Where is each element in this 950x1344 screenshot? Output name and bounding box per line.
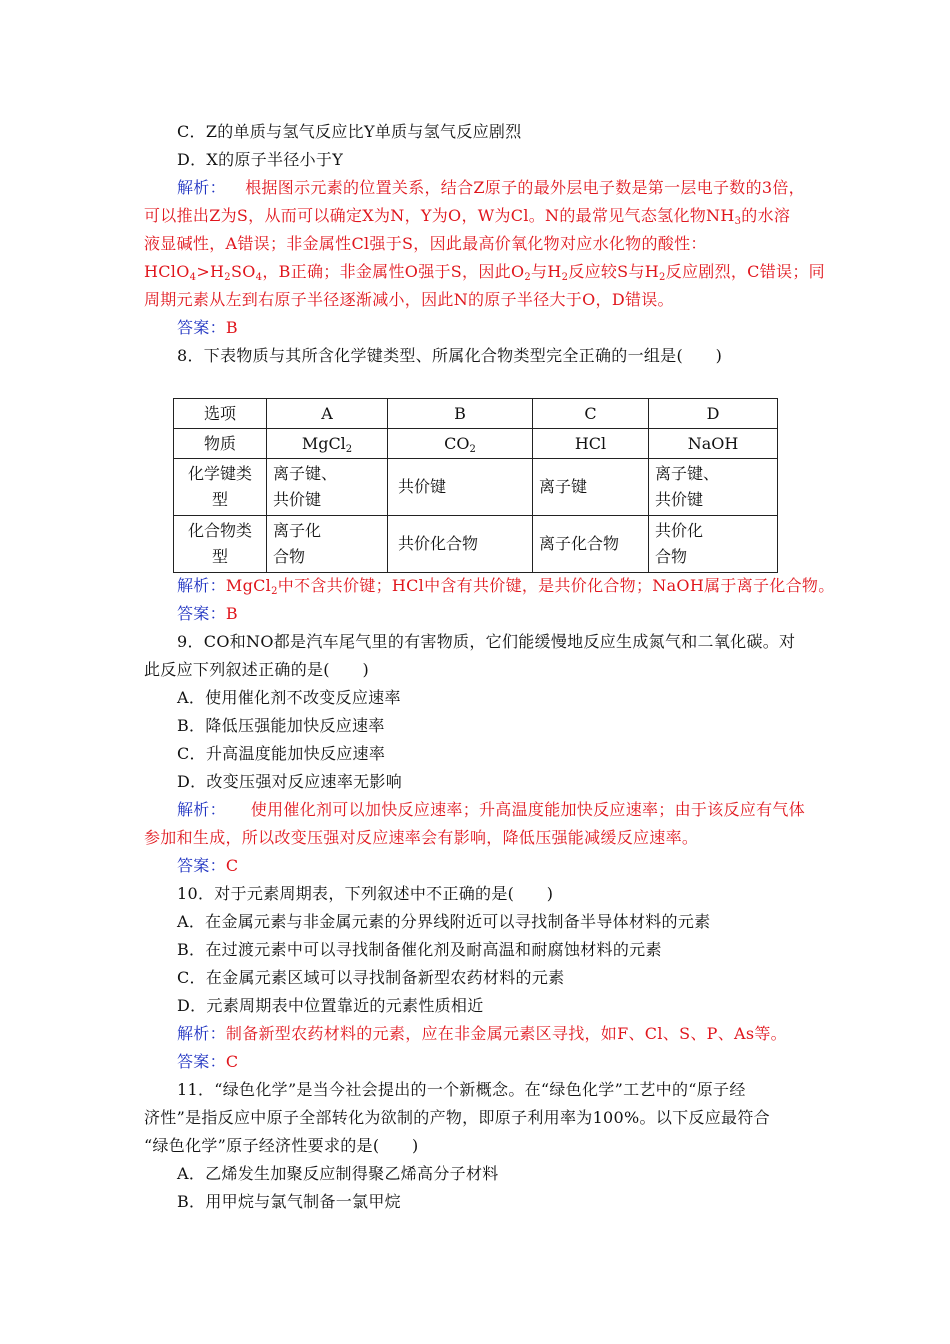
table-row: [174, 459, 778, 516]
substance-a-cell: MgCl$_2$: [267, 429, 388, 459]
substance-c-cell: HCl: [533, 429, 649, 459]
compound-d-cell: 共价化 合物: [649, 516, 778, 573]
option-b-header: B: [388, 399, 533, 429]
option-c-header: C: [533, 399, 649, 429]
option-d-header: D: [649, 399, 778, 429]
compound-b-cell: 共价化合物: [388, 516, 533, 573]
analysis-label: 解析：: [177, 178, 226, 197]
q9-analysis-line-1: 解析： 使用催化剂可以加快反应速率；升高温度能加快反应速率；由于该反应有气体: [177, 800, 805, 819]
q7-option-d: D．X的原子半径小于Y: [177, 150, 344, 169]
substance-label-cell: 物质: [174, 429, 267, 459]
q9-analysis-line-2: 参加和生成，所以改变压强对反应速率会有影响，降低压强能减缓反应速率。: [144, 828, 699, 847]
table-row: [174, 399, 778, 429]
substance-d-cell: NaOH: [649, 429, 778, 459]
q8-analysis: 解析：MgCl$_2$中不含共价键；HCl中含有共价键，是共价化合物；NaOH属于离子化合物。: [177, 576, 835, 597]
q7-option-c: C．Z的单质与氢气反应比Y单质与氢气反应剧烈: [177, 122, 522, 141]
q7-analysis-line-2: 可以推出Z为S，从而可以确定X为N，Y为O，W为Cl。N的最常见气态氢化物$NH_3$的水溶: [144, 206, 791, 227]
q7-answer: 答案：B: [177, 318, 238, 337]
q10-option-b: B．在过渡元素中可以寻找制备催化剂及耐高温和耐腐蚀材料的元素: [177, 940, 662, 959]
q9-option-d: D．改变压强对反应速率无影响: [177, 772, 403, 791]
compound-c-cell: 离子化合物: [533, 516, 649, 573]
compound-type-label-cell: 化合物类 型: [174, 516, 267, 573]
q11-option-a: A．乙烯发生加聚反应制得聚乙烯高分子材料: [177, 1164, 499, 1183]
q10-option-d: D．元素周期表中位置靠近的元素性质相近: [177, 996, 484, 1015]
q10-option-a: A．在金属元素与非金属元素的分界线附近可以寻找制备半导体材料的元素: [177, 912, 711, 931]
q10-analysis: 解析：制备新型农药材料的元素，应在非金属元素区寻找，如F、Cl、S、P、As等。: [177, 1024, 787, 1043]
q8-options-table: [173, 398, 778, 573]
q11-option-b: B．用甲烷与氯气制备一氯甲烷: [177, 1192, 401, 1211]
table-header-cell: 选项: [174, 399, 267, 429]
q10-stem: 10．对于元素周期表，下列叙述中不正确的是( ): [177, 884, 554, 903]
compound-a-cell: 离子化 合物: [267, 516, 388, 573]
q9-answer: 答案：C: [177, 856, 239, 875]
option-a-header: A: [267, 399, 388, 429]
q7-analysis-line-4: $HClO_4>H_2SO_4$，B正确；非金属性O强于S，因此$O_2$与$H_2$反应较S与$H_2$反应剧烈，C错误；同: [144, 262, 825, 283]
table-row: [174, 516, 778, 573]
substance-b-cell: $CO_2$: [388, 429, 533, 459]
q8-stem: 8．下表物质与其所含化学键类型、所属化合物类型完全正确的一组是( ): [177, 346, 723, 365]
q7-analysis-line-5: 周期元素从左到右原子半径逐渐减小，因此N的原子半径大于O，D错误。: [144, 290, 674, 309]
q9-option-a: A．使用催化剂不改变反应速率: [177, 688, 401, 707]
q11-stem-line-3: “绿色化学”原子经济性要求的是( ): [144, 1136, 419, 1155]
q9-option-c: C．升高温度能加快反应速率: [177, 744, 386, 763]
q7-analysis-line-1: 解析： 根据图示元素的位置关系，结合Z原子的最外层电子数是第一层电子数的3倍，: [177, 178, 805, 197]
q9-stem-line-2: 此反应下列叙述正确的是( ): [144, 660, 369, 679]
q11-stem-line-2: 济性”是指反应中原子全部转化为欲制的产物，即原子利用率为100%。以下反应最符合: [144, 1108, 770, 1127]
bond-b-cell: 共价键: [388, 459, 533, 516]
bond-d-cell: 离子键、 共价键: [649, 459, 778, 516]
bond-type-label-cell: 化学键类 型: [174, 459, 267, 516]
q9-option-b: B．降低压强能加快反应速率: [177, 716, 385, 735]
q9-stem-line-1: 9．CO和NO都是汽车尾气里的有害物质，它们能缓慢地反应生成氮气和二氧化碳。对: [177, 632, 796, 651]
q8-answer: 答案：B: [177, 604, 238, 623]
bond-c-cell: 离子键: [533, 459, 649, 516]
bond-a-cell: 离子键、 共价键: [267, 459, 388, 516]
q7-analysis-line-3: 液显碱性，A错误；非金属性Cl强于S，因此最高价氧化物对应水化物的酸性：: [144, 234, 707, 253]
q11-stem-line-1: 11．“绿色化学”是当今社会提出的一个新概念。在“绿色化学”工艺中的“原子经: [177, 1080, 746, 1099]
q10-option-c: C．在金属元素区域可以寻找制备新型农药材料的元素: [177, 968, 565, 987]
q10-answer: 答案：C: [177, 1052, 239, 1071]
table-row: [174, 429, 778, 459]
